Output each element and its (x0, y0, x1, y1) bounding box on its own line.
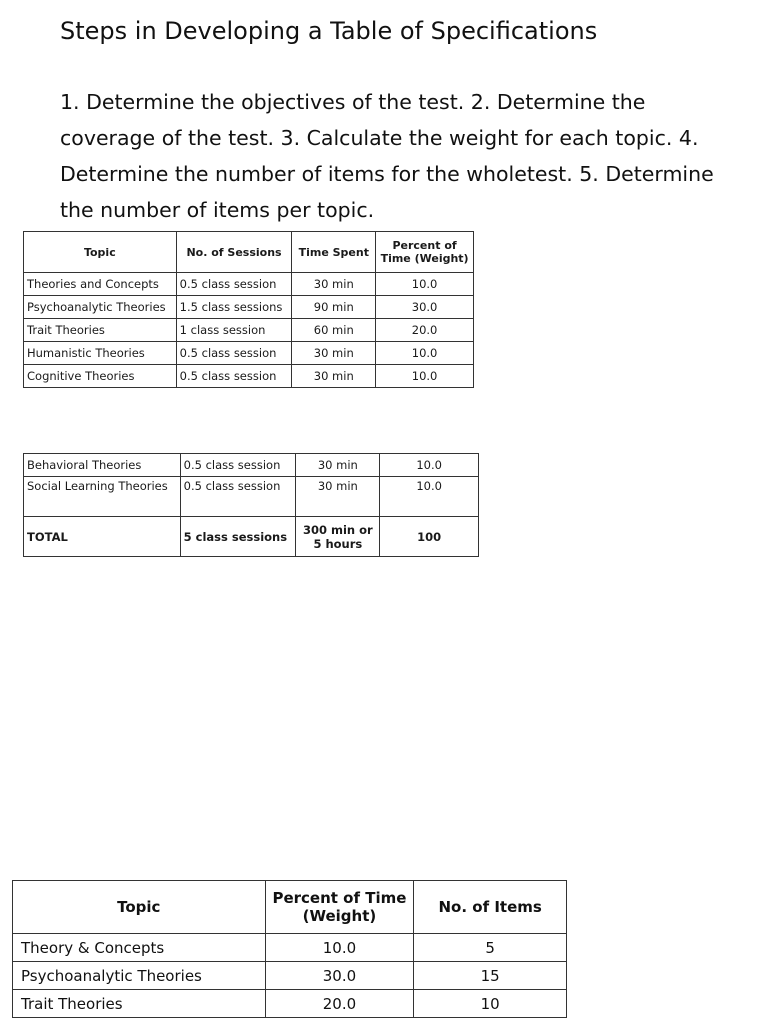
table-row (13, 990, 567, 1018)
cell-topic: Trait Theories (24, 319, 177, 342)
header-percent-time: Percent of Time (Weight) (265, 881, 414, 934)
cell-weight: 30.0 (376, 296, 474, 319)
specifications-table-top (23, 231, 474, 388)
cell-topic: Theories and Concepts (24, 273, 177, 296)
cell-weight: 20.0 (376, 319, 474, 342)
cell-weight: 20.0 (265, 990, 414, 1018)
cell-topic: Social Learning Theories (24, 477, 181, 517)
cell-topic: Humanistic Theories (24, 342, 177, 365)
table-row (24, 319, 474, 342)
cell-weight: 10.0 (376, 273, 474, 296)
header-time-spent: Time Spent (292, 232, 376, 273)
cell-sessions: 0.5 class session (176, 273, 292, 296)
cell-total-weight: 100 (380, 517, 479, 557)
cell-items: 5 (414, 934, 567, 962)
cell-weight: 10.0 (376, 365, 474, 388)
cell-sessions: 1.5 class sessions (176, 296, 292, 319)
cell-sessions: 0.5 class session (180, 477, 296, 517)
header-topic: Topic (13, 881, 266, 934)
cell-sessions: 0.5 class session (176, 365, 292, 388)
header-sessions: No. of Sessions (176, 232, 292, 273)
cell-total-time: 300 min or 5 hours (296, 517, 380, 557)
table-row (13, 934, 567, 962)
specifications-table-continued (23, 453, 479, 557)
table-row (24, 296, 474, 319)
cell-topic: Psychoanalytic Theories (13, 962, 266, 990)
cell-weight: 10.0 (376, 342, 474, 365)
cell-weight: 10.0 (380, 454, 479, 477)
table-row (13, 962, 567, 990)
cell-topic: Psychoanalytic Theories (24, 296, 177, 319)
cell-sessions: 0.5 class session (180, 454, 296, 477)
document-title: Steps in Developing a Table of Specifications (60, 17, 598, 45)
cell-weight: 10.0 (380, 477, 479, 517)
header-percent-time: Percent of Time (Weight) (376, 232, 474, 273)
cell-sessions: 1 class session (176, 319, 292, 342)
cell-time: 30 min (296, 477, 380, 517)
items-per-topic-table (12, 880, 567, 1018)
cell-time: 60 min (292, 319, 376, 342)
table-row (24, 477, 479, 517)
cell-items: 10 (414, 990, 567, 1018)
steps-paragraph: 1. Determine the objectives of the test. 2. Determine the coverage of the test. 3. Calculate the weight for each topic. 4. Determine the number of items for the wholetest. 5. Determine the number of items per topic. (60, 90, 714, 222)
cell-topic: Cognitive Theories (24, 365, 177, 388)
cell-time: 30 min (292, 365, 376, 388)
header-no-of-items: No. of Items (414, 881, 567, 934)
cell-time: 30 min (292, 273, 376, 296)
cell-total-label: TOTAL (24, 517, 181, 557)
cell-topic: Trait Theories (13, 990, 266, 1018)
table-row (24, 365, 474, 388)
header-topic: Topic (24, 232, 177, 273)
cell-items: 15 (414, 962, 567, 990)
cell-time: 30 min (296, 454, 380, 477)
cell-total-sessions: 5 class sessions (180, 517, 296, 557)
table-header-row (24, 232, 474, 273)
cell-sessions: 0.5 class session (176, 342, 292, 365)
cell-time: 30 min (292, 342, 376, 365)
cell-time: 90 min (292, 296, 376, 319)
cell-weight: 30.0 (265, 962, 414, 990)
table-header-row (13, 881, 567, 934)
table-row (24, 273, 474, 296)
cell-weight: 10.0 (265, 934, 414, 962)
cell-topic: Behavioral Theories (24, 454, 181, 477)
table-row (24, 342, 474, 365)
table-row (24, 454, 479, 477)
cell-topic: Theory & Concepts (13, 934, 266, 962)
table-total-row (24, 517, 479, 557)
